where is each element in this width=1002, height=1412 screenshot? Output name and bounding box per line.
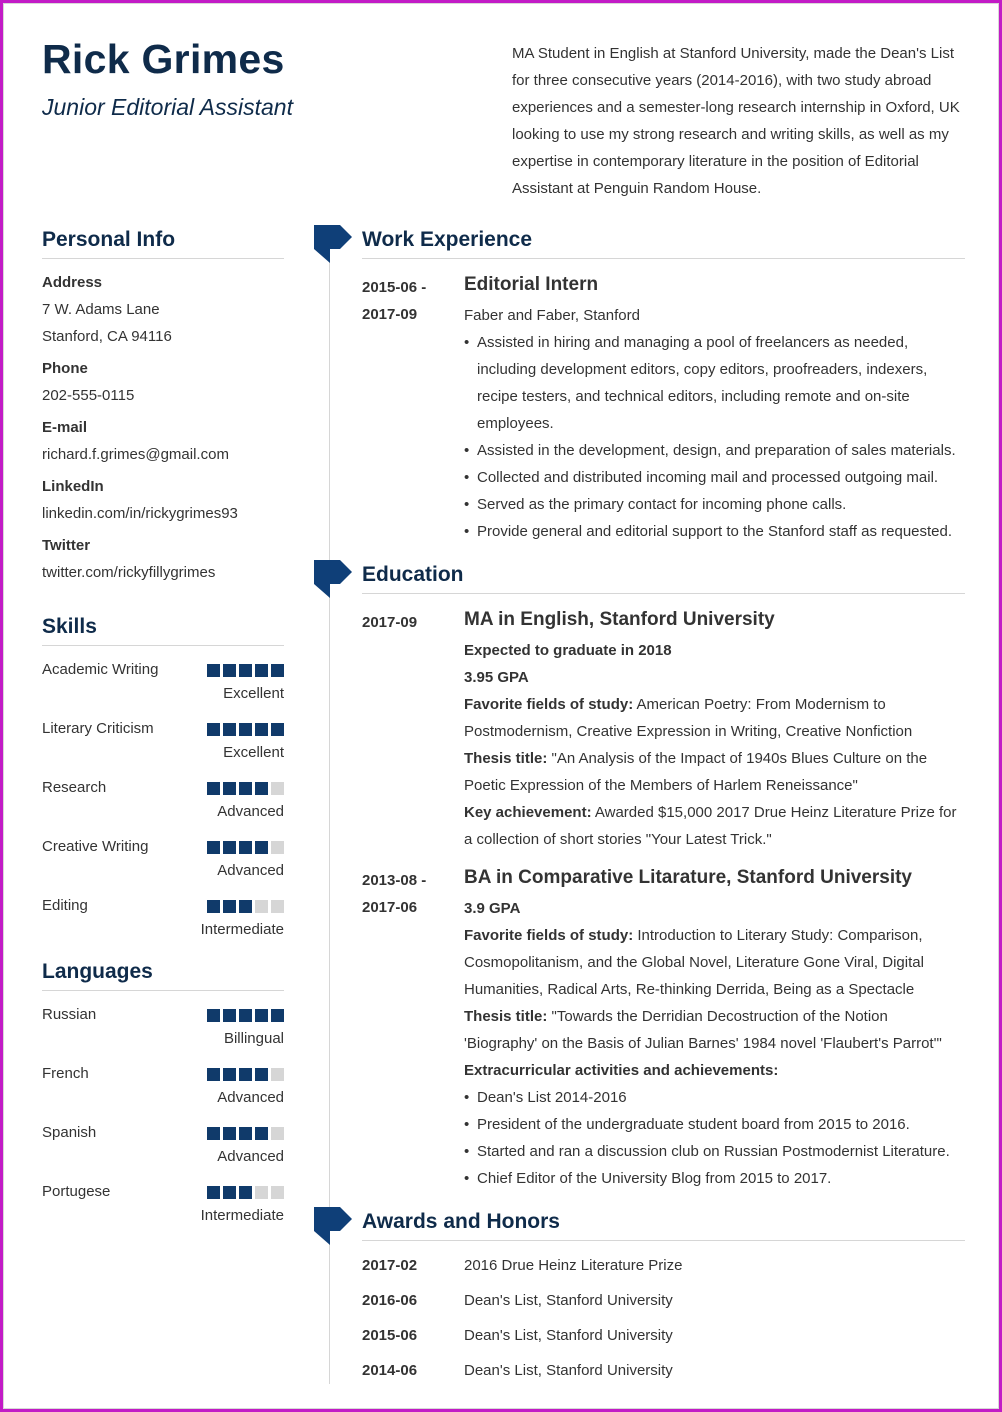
rating-square (255, 841, 268, 854)
award-row (362, 1327, 965, 1357)
language-level: Billingual (223, 1030, 284, 1047)
ma-fields: American Poetry: From Modernism to Postmodernism, Creative Expression in Writing, Creative Nonfiction (464, 696, 913, 740)
ma-expected: Expected to graduate in 2018 (464, 642, 672, 659)
rating-square (255, 782, 268, 795)
rating-square (239, 1009, 252, 1022)
skill-level: Intermediate (200, 921, 284, 938)
language-row (42, 1065, 284, 1124)
rating-bar (207, 782, 284, 795)
bullet-item: • Chief Editor of the University Blog from 2015 to 2017. (464, 1165, 964, 1192)
rating-square (255, 1068, 268, 1081)
rating-square (239, 841, 252, 854)
work-experience-header (362, 228, 965, 259)
linkedin-link[interactable]: linkedin.com/in/rickygrimes93 (42, 505, 238, 522)
rating-square (223, 1186, 236, 1199)
award-name: Dean's List, Stanford University (464, 1292, 673, 1309)
rating-square (223, 1068, 236, 1081)
phone-label: Phone (42, 360, 88, 377)
rating-square (207, 1068, 220, 1081)
rating-square (223, 782, 236, 795)
rating-bar (207, 1127, 284, 1140)
work-bullets (464, 329, 964, 545)
rating-square (239, 1186, 252, 1199)
award-row (362, 1257, 965, 1287)
summary-paragraph: MA Student in English at Stanford University, made the Dean's List for three consecutive years (2014-2016), with two study abroad experiences and a semester-long research internship in Oxford, UK looking to use my strong research and writing skills, as well as my expertise in contemporary literature in the position of Editorial Assistant at Penguin Random House. (512, 45, 960, 197)
award-name: 2016 Drue Heinz Literature Prize (464, 1257, 683, 1274)
address-line2: Stanford, CA 94116 (42, 328, 172, 345)
rating-square (255, 723, 268, 736)
rating-square (239, 1127, 252, 1140)
ma-fields-label: Favorite fields of study: (464, 696, 634, 713)
language-name: French (42, 1065, 89, 1082)
ba-bullets (464, 1084, 964, 1192)
skill-name: Editing (42, 897, 88, 914)
language-level: Intermediate (200, 1207, 284, 1224)
ba-thesis-label: Thesis title: (464, 1008, 548, 1025)
language-row (42, 1183, 284, 1242)
rating-square (207, 900, 220, 913)
ba-date-end: 2017-06 (362, 899, 418, 916)
ba-fields: Introduction to Literary Study: Comparison, Cosmopolitanism, and the Global Novel, Literature Gone Viral, Digital Humanities, Radical Arts, Re-thinking Derrida, Being as a Spectacle (464, 927, 924, 998)
languages-heading: Languages (42, 960, 284, 991)
skill-name: Research (42, 779, 107, 796)
ma-body (464, 609, 964, 853)
bullet-item: • President of the undergraduate student board from 2015 to 2016. (464, 1111, 964, 1138)
rating-square (239, 1068, 252, 1081)
rating-square (255, 1009, 268, 1022)
rating-bar (207, 841, 284, 854)
skill-level: Excellent (223, 744, 284, 761)
rating-square (223, 841, 236, 854)
rating-square (207, 1127, 220, 1140)
bullet-item: • Served as the primary contact for incoming phone calls. (464, 491, 964, 518)
address-label: Address (42, 274, 103, 291)
ma-thesis: "An Analysis of the Impact of 1940s Blues Culture on the Poetic Expression of the Members of Harlem Reneissance" (464, 750, 928, 794)
address-line1: 7 W. Adams Lane (42, 301, 160, 318)
twitter-label: Twitter (42, 537, 91, 554)
ma-details (464, 637, 964, 853)
award-row (362, 1362, 965, 1392)
language-level: Advanced (217, 1089, 284, 1106)
candidate-name: Rick Grimes (42, 36, 285, 82)
award-date: 2016-06 (362, 1292, 418, 1309)
ba-extra-label: Extracurricular activities and achievements: (464, 1062, 779, 1079)
ma-date: 2017-09 (362, 614, 418, 631)
bullet-item: • Collected and distributed incoming mail and processed outgoing mail. (464, 464, 964, 491)
education-header (362, 563, 965, 594)
twitter-link[interactable]: twitter.com/rickyfillygrimes (42, 564, 216, 581)
work-experience-heading: Work Experience (362, 228, 965, 259)
skill-row (42, 720, 284, 779)
rating-square (223, 664, 236, 677)
rating-square (271, 1186, 284, 1199)
work-date-end: 2017-09 (362, 306, 418, 323)
ba-gpa: 3.9 GPA (464, 900, 521, 917)
rating-square (207, 782, 220, 795)
phone-value: 202-555-0115 (42, 387, 135, 404)
skill-row (42, 779, 284, 838)
rating-square (239, 900, 252, 913)
ma-key: Awarded $15,000 2017 Drue Heinz Literature Prize for a collection of short stories "Your Latest Trick." (464, 804, 957, 848)
rating-square (207, 1186, 220, 1199)
work-title: Editorial Intern (464, 274, 599, 295)
rating-square (223, 723, 236, 736)
personal-info-heading: Personal Info (42, 228, 284, 259)
rating-square (223, 1009, 236, 1022)
language-row (42, 1124, 284, 1183)
rating-square (239, 723, 252, 736)
award-name: Dean's List, Stanford University (464, 1362, 673, 1379)
rating-square (271, 782, 284, 795)
ma-key-label: Key achievement: (464, 804, 592, 821)
education-heading: Education (362, 563, 965, 594)
skill-row (42, 661, 284, 720)
awards-heading: Awards and Honors (362, 1210, 965, 1241)
ma-thesis-label: Thesis title: (464, 750, 548, 767)
rating-square (207, 1009, 220, 1022)
language-name: Spanish (42, 1124, 97, 1141)
award-row (362, 1292, 965, 1322)
section-flag-icon (314, 225, 352, 263)
email-link[interactable]: richard.f.grimes@gmail.com (42, 446, 229, 463)
skills-heading: Skills (42, 615, 284, 646)
rating-square (207, 664, 220, 677)
rating-square (255, 900, 268, 913)
language-row (42, 1006, 284, 1065)
rating-square (271, 841, 284, 854)
language-name: Russian (42, 1006, 97, 1023)
language-level: Advanced (217, 1148, 284, 1165)
rating-square (271, 900, 284, 913)
rating-square (255, 664, 268, 677)
job-title: Junior Editorial Assistant (42, 94, 293, 120)
ma-gpa: 3.95 GPA (464, 669, 529, 686)
skill-level: Advanced (217, 803, 284, 820)
rating-bar (207, 664, 284, 677)
skill-name: Creative Writing (42, 838, 149, 855)
work-company: Faber and Faber, Stanford (464, 307, 640, 324)
rating-square (271, 1009, 284, 1022)
ba-body (464, 867, 964, 1192)
rating-bar (207, 1186, 284, 1199)
skills-list (42, 661, 284, 956)
rating-square (223, 1127, 236, 1140)
ba-details (464, 895, 964, 1084)
skill-name: Academic Writing (42, 661, 159, 678)
email-label: E-mail (42, 419, 88, 436)
skill-level: Excellent (223, 685, 284, 702)
rating-bar (207, 1068, 284, 1081)
bullet-item: • Assisted in hiring and managing a pool of freelancers as needed, including development editors, copy editors, proofreaders, indexers, recipe testers, and technical editors, including remote and on-site employees. (464, 329, 964, 437)
rating-square (271, 1127, 284, 1140)
ba-dates (362, 867, 452, 921)
languages-list (42, 1006, 284, 1242)
rating-bar (207, 723, 284, 736)
skills-section (42, 615, 284, 956)
ba-fields-label: Favorite fields of study: (464, 927, 634, 944)
bullet-item: • Provide general and editorial support to the Stanford staff as requested. (464, 518, 964, 545)
ma-title: MA in English, Stanford University (464, 609, 775, 630)
ba-title: BA in Comparative Litarature, Stanford University (464, 867, 913, 888)
rating-bar (207, 900, 284, 913)
personal-info-section (42, 228, 284, 586)
bullet-item: • Dean's List 2014-2016 (464, 1084, 964, 1111)
bullet-item: • Assisted in the development, design, and preparation of sales materials. (464, 437, 964, 464)
work-date-start: 2015-06 - (362, 279, 427, 296)
award-date: 2017-02 (362, 1257, 418, 1274)
rating-square (271, 1068, 284, 1081)
section-flag-icon (314, 560, 352, 598)
award-date: 2015-06 (362, 1327, 418, 1344)
skill-level: Advanced (217, 862, 284, 879)
award-name: Dean's List, Stanford University (464, 1327, 673, 1344)
rating-square (255, 1186, 268, 1199)
linkedin-label: LinkedIn (42, 478, 104, 495)
ba-date-start: 2013-08 - (362, 872, 427, 889)
award-date: 2014-06 (362, 1362, 418, 1379)
language-name: Portugese (42, 1183, 111, 1200)
rating-square (239, 664, 252, 677)
work-body (464, 274, 964, 545)
rating-square (255, 1127, 268, 1140)
skill-row (42, 897, 284, 956)
rating-square (271, 723, 284, 736)
bullet-item: • Started and ran a discussion club on Russian Postmodernist Literature. (464, 1138, 964, 1165)
languages-section (42, 960, 284, 1242)
rating-square (239, 782, 252, 795)
resume-page (3, 3, 999, 1409)
rating-square (207, 723, 220, 736)
rating-square (223, 900, 236, 913)
skill-name: Literary Criticism (42, 720, 154, 737)
rating-square (207, 841, 220, 854)
rating-square (271, 664, 284, 677)
ba-thesis: "Towards the Derridian Decostruction of the Notion 'Biography' on the Basis of Julian Barnes' 1984 novel 'Flaubert's Parrot'" (464, 1008, 942, 1052)
rating-bar (207, 1009, 284, 1022)
section-flag-icon (314, 1207, 352, 1245)
work-dates (362, 274, 452, 328)
awards-header (362, 1210, 965, 1241)
skill-row (42, 838, 284, 897)
